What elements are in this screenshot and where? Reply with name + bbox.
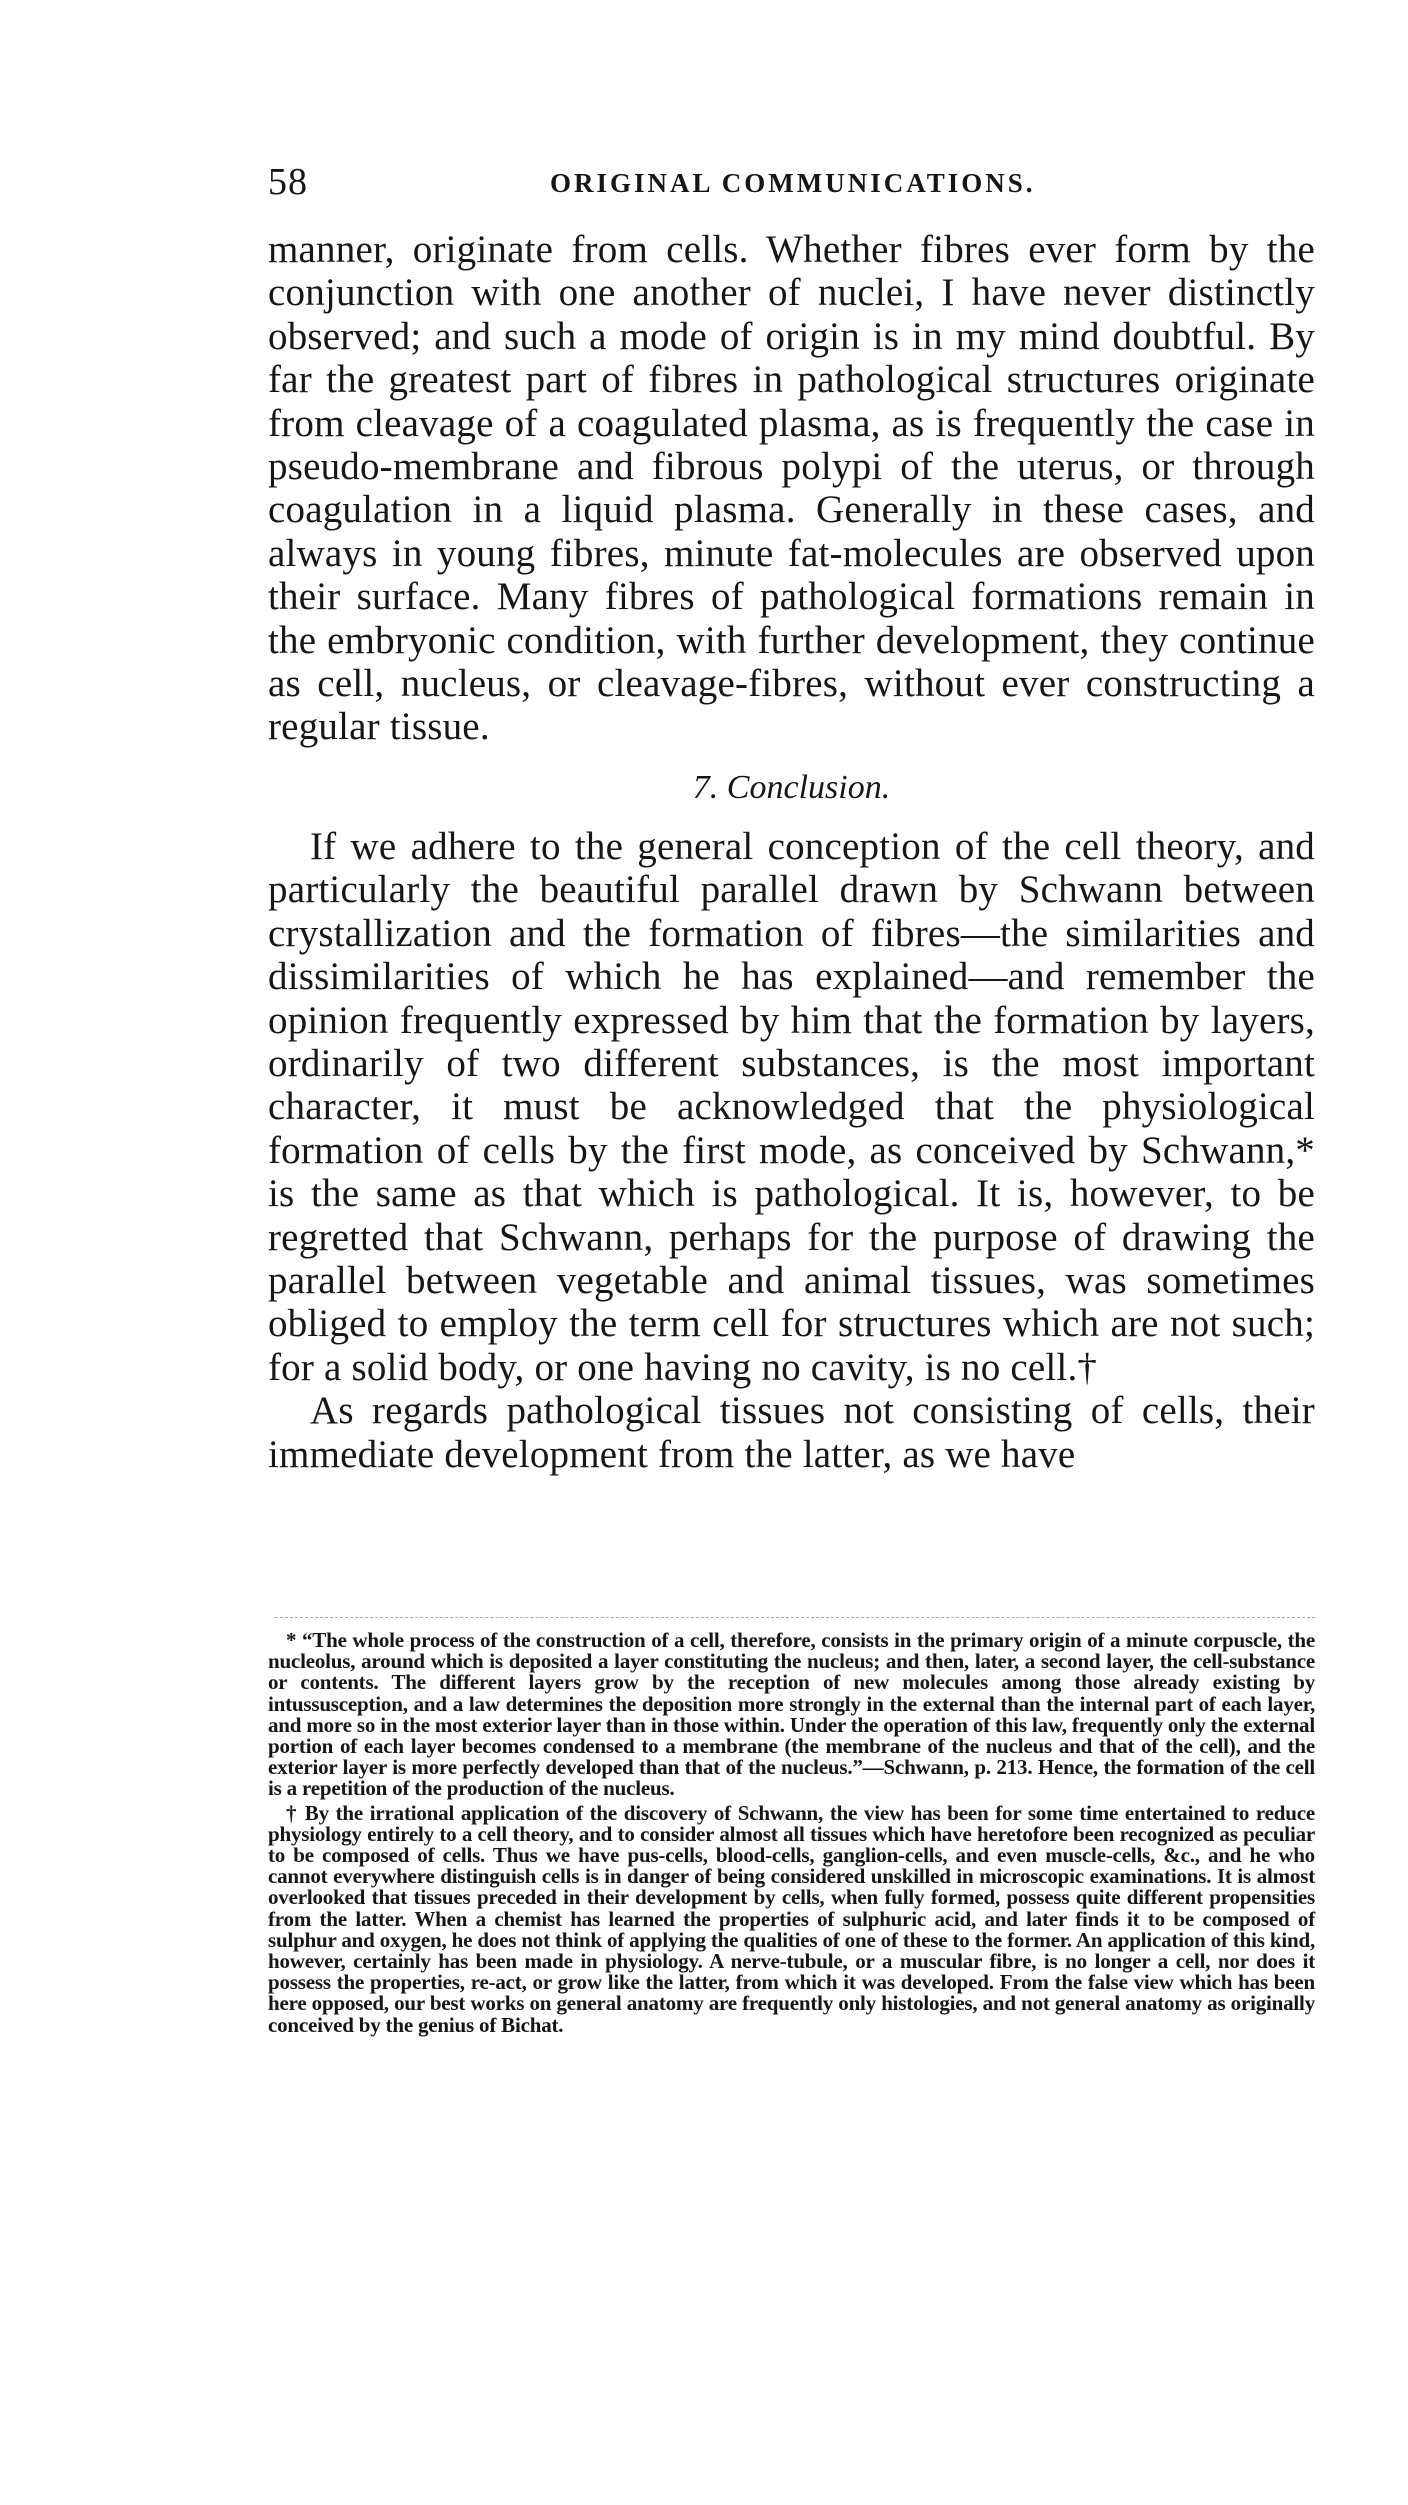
page-number: 58	[268, 161, 308, 203]
footnotes	[268, 1630, 1315, 2036]
body-paragraph: manner, originate from cells. Whether fibres ever form by the conjunction with one another of nuclei, I have never distinctly observed; and such a mode of origin is in my mind doubtful. By far the greatest part of fibres in pathological structures originate from cleavage of a coagulated plasma, as is frequently the case in pseudo-membrane and fibrous polypi of the uterus, or through coagulation in a liquid plasma. Generally in these cases, and always in young fibres, minute fat-molecules are observed upon their surface. Many fibres of pathological formations remain in the embryonic condition, with further development, they continue as cell, nucleus, or cleavage-fibres, without ever constructing a regular tissue.	[268, 228, 1315, 749]
footnote-divider	[275, 1617, 1315, 1618]
body-paragraph: If we adhere to the general conception of the cell theory, and particularly the beautiful parallel drawn by Schwann between crystallization and the formation of fibres—the similarities and dissimilarities of which he has explained—and remember the opinion frequently expressed by him that the formation by layers, ordinarily of two different substances, is the most important character, it must be acknowledged that the physiological formation of cells by the first mode, as conceived by Schwann,* is the same as that which is pathological. It is, however, to be regretted that Schwann, perhaps for the purpose of drawing the parallel between vegetable and animal tissues, was sometimes obliged to employ the term cell for structures which are not such; for a solid body, or one having no cavity, is no cell.†	[268, 824, 1315, 1389]
footnote: * “The whole process of the construction of a cell, therefore, consists in the primary origin of a minute corpuscle, the nucleolus, around which is deposited a layer constituting the nucleus; and then, later, a second layer, the cell-substance or contents. The different layers grow by the reception of new molecules among those already existing by intussusception, and a law determines the deposition more strongly in the external than the internal part of each layer, and more so in the most exterior layer than in those within. Under the operation of this law, frequently only the external portion of each layer becomes condensed to a membrane (the membrane of the nucleus and that of the cell), and the exterior layer is more perfectly developed than that of the nucleus.”—Schwann, p. 213. Hence, the formation of the cell is a repetition of the production of the nucleus.	[268, 1628, 1315, 1801]
body-text	[268, 228, 1315, 1476]
section-heading: 7. Conclusion.	[692, 768, 891, 806]
page-header	[268, 160, 1315, 208]
running-head: ORIGINAL COMMUNICATIONS.	[550, 168, 1036, 198]
body-paragraph: As regards pathological tissues not consisting of cells, their immediate development from the latter, as we have	[268, 1389, 1315, 1476]
footnote: † By the irrational application of the discovery of Schwann, the view has been for some time entertained to reduce physiology entirely to a cell theory, and to consider almost all tissues which have heretofore been recognized as peculiar to be composed of cells. Thus we have pus-cells, blood-cells, ganglion-cells, and even muscle-cells, &c., and he who cannot everywhere distinguish cells is in danger of being considered unskilled in microscopic examinations. It is almost overlooked that tissues preceded in their development by cells, when fully formed, possess quite different propensities from the latter. When a chemist has learned the properties of sulphuric acid, and later finds it to be composed of sulphur and oxygen, he does not think of applying the qualities of one of these to the former. An application of this kind, however, certainly has been made in physiology. A nerve-tubule, or a muscular fibre, is no longer a cell, nor does it possess the properties, re-act, or grow like the latter, from which it was developed. From the false view which has been here opposed, our best works on general anatomy are frequently only histologies, and not general anatomy as originally conceived by the genius of Bichat.	[268, 1800, 1315, 2037]
